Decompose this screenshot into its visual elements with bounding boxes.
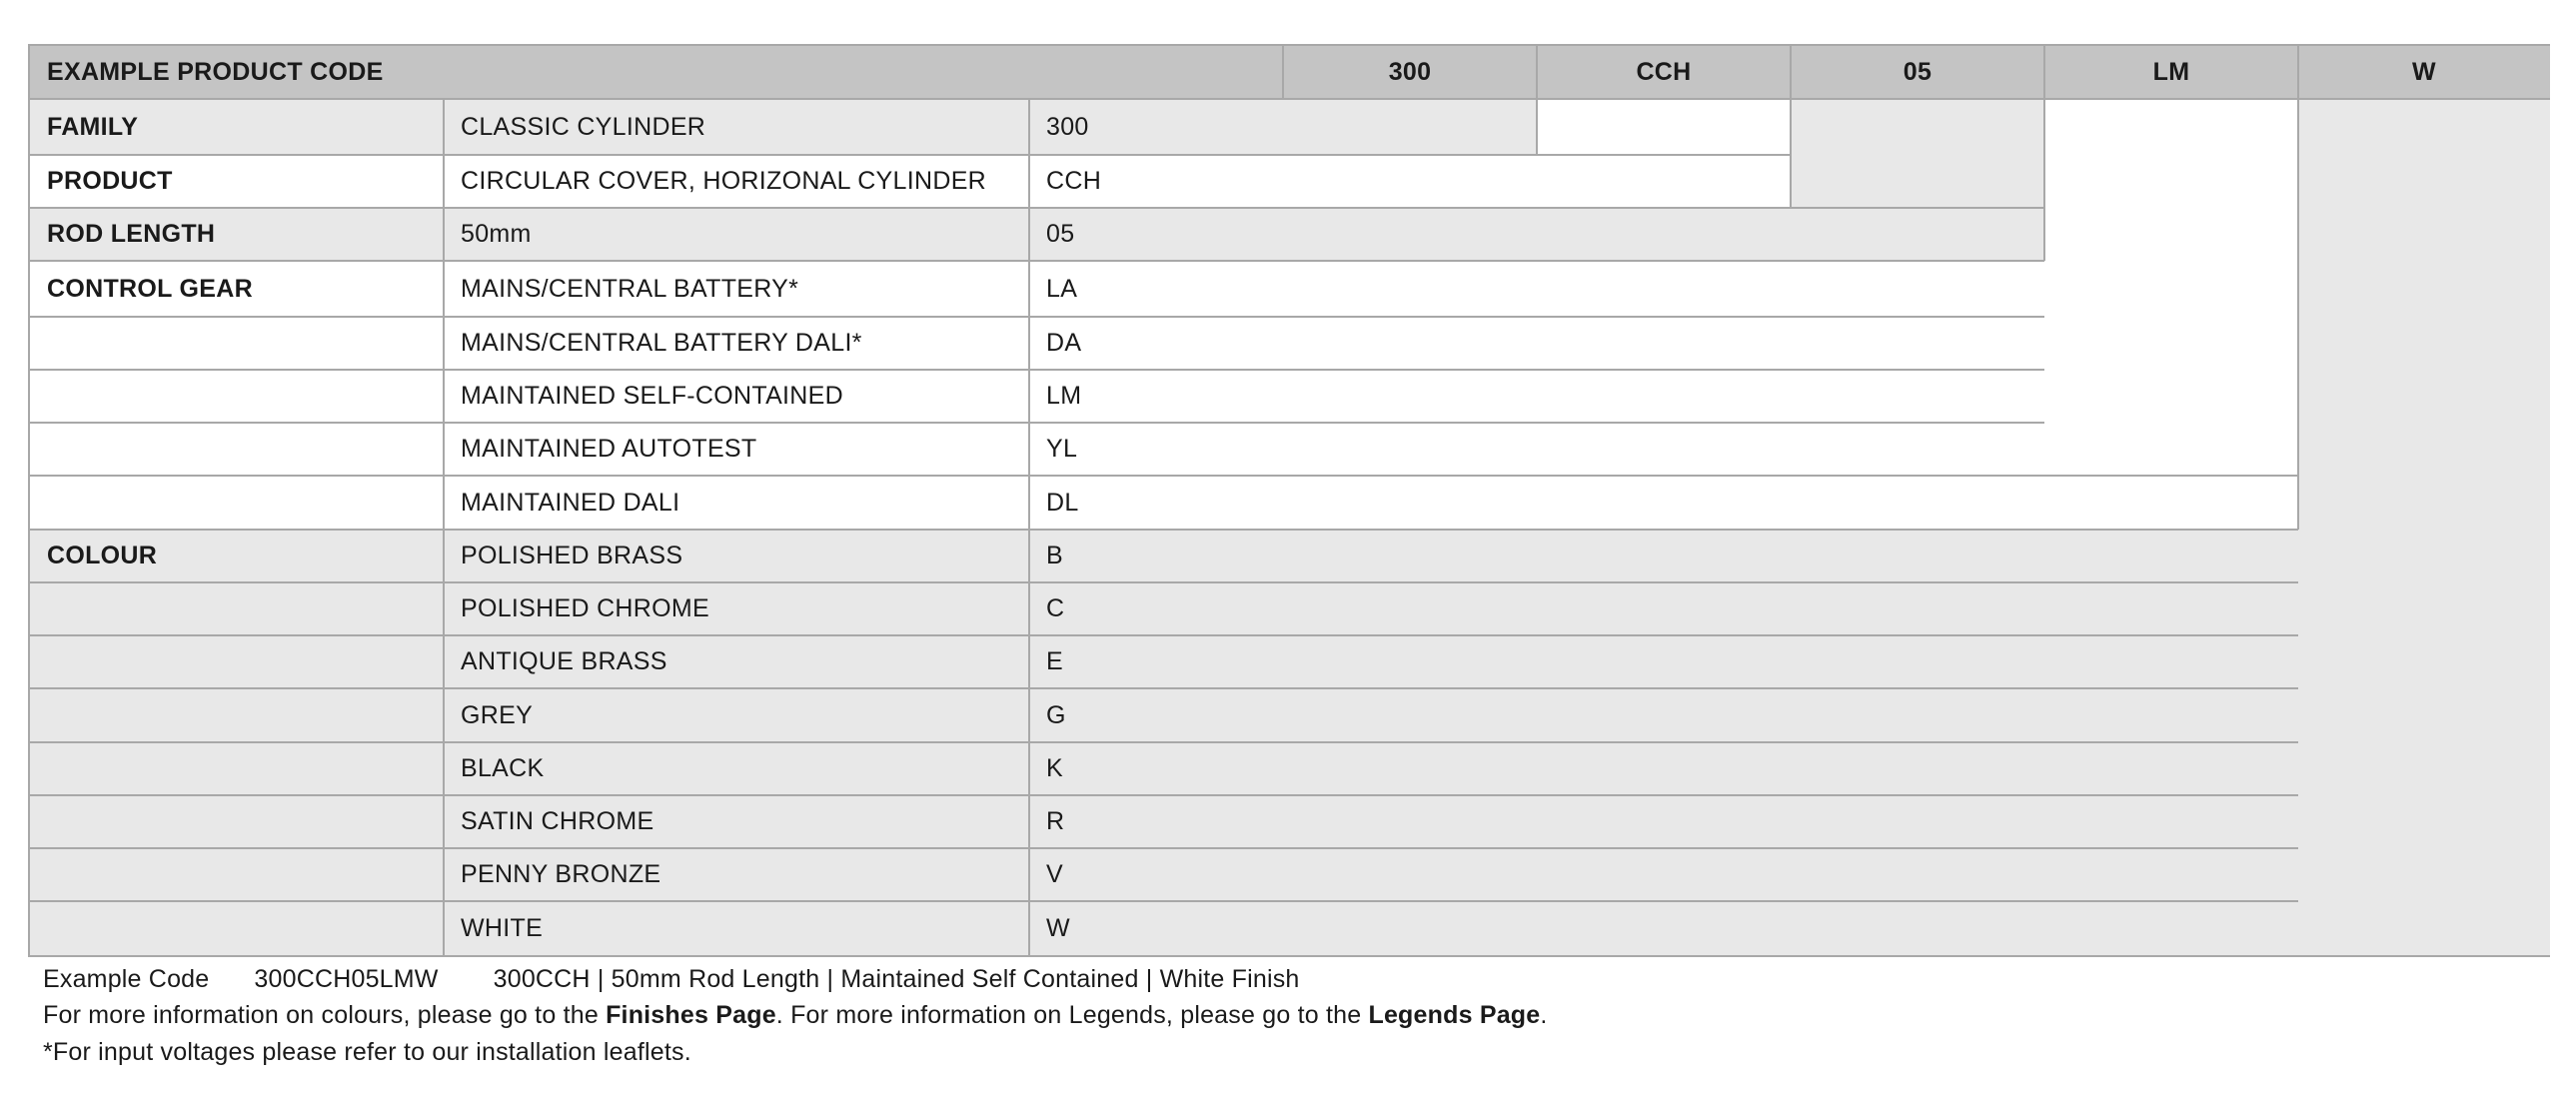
more-info-period: . <box>1540 1001 1548 1029</box>
row-description: MAINS/CENTRAL BATTERY DALI* <box>444 317 1029 370</box>
row-code: G <box>1029 688 2298 742</box>
row-description: BLACK <box>444 742 1029 795</box>
row-label-control-gear <box>30 423 444 476</box>
staircase-edge <box>1790 99 1792 208</box>
staircase-colour <box>2298 99 2550 955</box>
row-divider <box>30 369 2044 371</box>
row-code: R <box>1029 795 2298 848</box>
row-label-family: FAMILY <box>30 99 444 155</box>
row-divider <box>30 475 2298 477</box>
row-description: CIRCULAR COVER, HORIZONAL CYLINDER <box>444 155 1029 208</box>
row-description: WHITE <box>444 901 1029 955</box>
header-title: EXAMPLE PRODUCT CODE <box>30 46 1283 99</box>
header-divider <box>30 98 2550 100</box>
row-divider <box>30 794 2298 796</box>
row-divider <box>30 207 2044 209</box>
header-column-divider <box>1536 46 1538 99</box>
row-description: ANTIQUE BRASS <box>444 635 1029 688</box>
header-column-divider <box>1790 46 1792 99</box>
row-label-rod-length: ROD LENGTH <box>30 208 444 261</box>
row-description: POLISHED CHROME <box>444 582 1029 635</box>
row-code: B <box>1029 530 2298 582</box>
row-divider <box>30 154 1791 156</box>
row-divider <box>30 687 2298 689</box>
row-label-product: PRODUCT <box>30 155 444 208</box>
row-code: 300 <box>1029 99 1537 155</box>
row-code: W <box>1029 901 2298 955</box>
header-column-divider <box>2297 46 2299 99</box>
row-label-colour <box>30 795 444 848</box>
row-code: E <box>1029 635 2298 688</box>
more-info-text-2: . For more information on Legends, please go to the <box>775 1001 1369 1029</box>
example-code-description: 300CCH | 50mm Rod Length | Maintained Self Contained | White Finish <box>493 965 1300 993</box>
staircase-edge <box>2297 99 2299 530</box>
staircase-rod-length <box>1791 99 2044 208</box>
row-description: CLASSIC CYLINDER <box>444 99 1029 155</box>
row-description: 50mm <box>444 208 1029 261</box>
header-code-family: 300 <box>1283 46 1537 99</box>
staircase-edge <box>1536 99 1538 155</box>
row-code: LM <box>1029 370 2044 423</box>
row-divider <box>30 581 2298 583</box>
row-code: 05 <box>1029 208 2044 261</box>
row-code: K <box>1029 742 2298 795</box>
header-column-divider <box>1282 46 1284 99</box>
row-label-control-gear <box>30 370 444 423</box>
row-description: GREY <box>444 688 1029 742</box>
example-code-line <box>43 965 1300 994</box>
more-info-line <box>43 1001 1548 1030</box>
header-code-control-gear: LM <box>2044 46 2298 99</box>
example-code-label: Example Code <box>43 965 210 993</box>
header-column-divider <box>2043 46 2045 99</box>
row-description: POLISHED BRASS <box>444 530 1029 582</box>
row-divider <box>30 634 2298 636</box>
row-description: PENNY BRONZE <box>444 848 1029 901</box>
row-code: DA <box>1029 317 2044 370</box>
row-divider <box>30 847 2298 849</box>
row-code: YL <box>1029 423 2044 476</box>
row-divider <box>30 316 2044 318</box>
header-code-rod-length: 05 <box>1791 46 2044 99</box>
row-label-colour <box>30 582 444 635</box>
row-label-colour <box>30 901 444 955</box>
row-description: MAINTAINED SELF-CONTAINED <box>444 370 1029 423</box>
more-info-text: For more information on colours, please go to the <box>43 1001 607 1029</box>
staircase-edge <box>2043 99 2045 261</box>
row-label-control-gear: CONTROL GEAR <box>30 261 444 317</box>
row-label-colour <box>30 848 444 901</box>
staircase-control-gear <box>2044 99 2298 530</box>
column-divider <box>443 99 445 955</box>
header-code-colour: W <box>2298 46 2550 99</box>
row-divider <box>30 260 2044 262</box>
row-code: V <box>1029 848 2298 901</box>
row-description: MAINS/CENTRAL BATTERY* <box>444 261 1029 317</box>
row-label-colour <box>30 635 444 688</box>
row-description: MAINTAINED DALI <box>444 476 1029 530</box>
row-code: LA <box>1029 261 2044 317</box>
row-code: CCH <box>1029 155 1791 208</box>
row-label-colour <box>30 742 444 795</box>
row-label-control-gear <box>30 476 444 530</box>
staircase-product <box>1537 99 1791 152</box>
row-divider <box>30 741 2298 743</box>
row-label-colour: COLOUR <box>30 530 444 582</box>
row-divider <box>30 529 2298 531</box>
row-code: DL <box>1029 476 2298 530</box>
row-description: MAINTAINED AUTOTEST <box>444 423 1029 476</box>
row-code: C <box>1029 582 2298 635</box>
example-code-value: 300CCH05LMW <box>254 965 439 993</box>
row-label-colour <box>30 688 444 742</box>
legends-page-link[interactable]: Legends Page <box>1368 1001 1541 1029</box>
product-code-table <box>28 44 2550 957</box>
row-divider <box>30 900 2298 902</box>
finishes-page-link[interactable]: Finishes Page <box>606 1001 776 1029</box>
voltage-note: *For input voltages please refer to our installation leaflets. <box>43 1038 691 1066</box>
row-description: SATIN CHROME <box>444 795 1029 848</box>
header-code-product: CCH <box>1537 46 1791 99</box>
row-label-control-gear <box>30 317 444 370</box>
column-divider <box>1028 99 1030 955</box>
row-divider <box>30 422 2044 424</box>
